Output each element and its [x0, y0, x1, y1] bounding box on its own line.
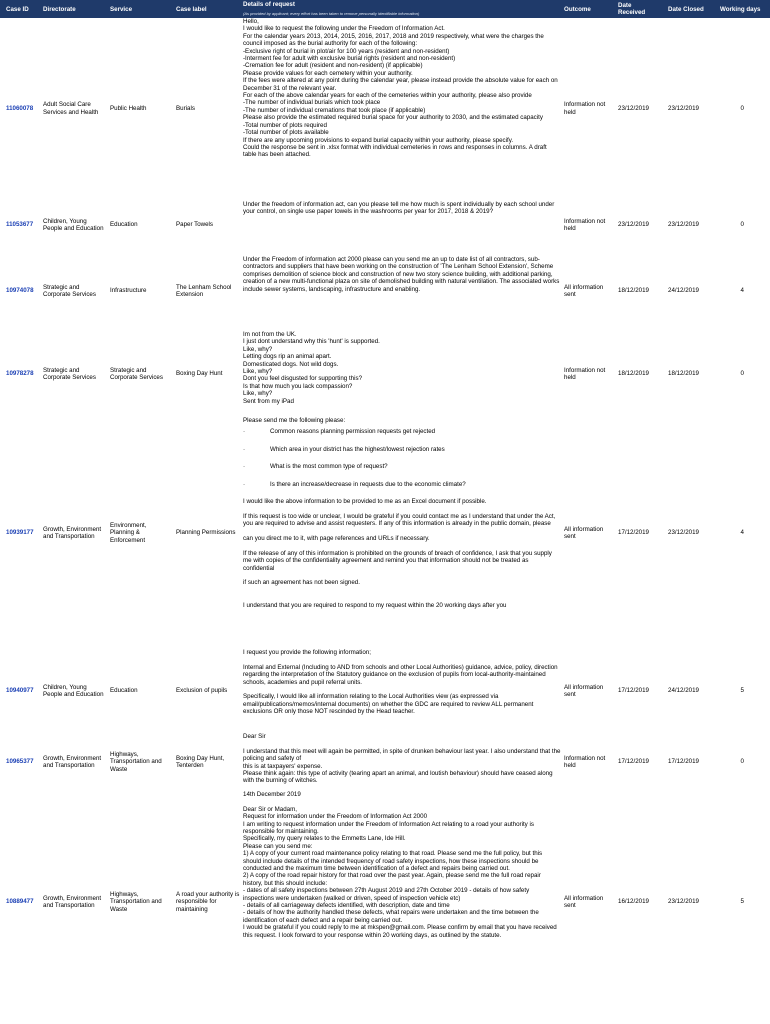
detail-line: Letting dogs rip an animal apart. — [243, 353, 332, 361]
request-details — [243, 256, 561, 331]
case-label: Boxing Day Hunt — [176, 370, 223, 378]
header-date-received: Date Received — [618, 2, 646, 16]
detail-line: I am writing to request information under the Freedom of Information Act relating to a road your authority is responsible for maintaining. — [243, 820, 534, 836]
detail-line: I just dont understand why this 'hunt' is supported. — [243, 338, 380, 346]
detail-line: If there are any upcoming provisions to expand burial capacity within your authority, please specify. — [243, 136, 514, 144]
detail-line: Im not from the UK. — [243, 331, 297, 338]
case-id[interactable]: 10965377 — [6, 758, 34, 766]
date-received: 16/12/2019 — [618, 898, 649, 906]
case-label: Boxing Day Hunt, Tenterden — [176, 754, 225, 769]
detail-line: Internal and External (Including to AND from schools and other Local Authorities) guidance, advice, policy, direction regarding the interpretation of the Statutory guidance on the exclusion of pupils from local-authority-maintained schools, academies and pupil referral units. — [243, 663, 558, 686]
detail-line: Like, why? — [243, 345, 273, 353]
detail-line: Hello, — [243, 18, 259, 25]
directorate: Strategic and Corporate Services — [43, 366, 96, 381]
request-details — [243, 733, 561, 791]
table-row — [0, 331, 770, 417]
date-closed: 24/12/2019 — [668, 287, 699, 295]
date-closed: 23/12/2019 — [668, 898, 699, 906]
detail-line: -The number of individual burials which took place — [243, 99, 381, 107]
date-received: 17/12/2019 — [618, 687, 649, 695]
detail-line: 2) A copy of the road repair history for that road over the past year. Again, please send me the full road repair history, but this should include: — [243, 872, 541, 887]
request-details — [243, 331, 561, 417]
case-label: Planning Permissions — [176, 529, 236, 537]
detail-line: 14th December 2019 — [243, 791, 301, 798]
bullet-text: Which area in your district has the highest/lowest rejection rates — [270, 445, 445, 453]
detail-line: Specifically, my query relates to the Emmetts Lane, Ide Hill. — [243, 835, 406, 843]
case-id[interactable]: 11060078 — [6, 104, 34, 112]
bullet-item — [243, 446, 561, 453]
date-closed: 18/12/2019 — [668, 370, 699, 378]
detail-line: if such an agreement has not been signed. — [243, 579, 360, 587]
outcome: Information not held — [564, 101, 606, 116]
detail-line: Specifically, I would like all information relating to the Local Authorities view (as expressed via email/publications/memos/internal documents) on whether the GDC are required to review ALL permanent exclusions OR only those NOT rescinded by the Head teacher. — [243, 693, 534, 716]
case-label: Paper Towels — [176, 221, 214, 229]
detail-line: Dear Sir — [243, 733, 266, 740]
case-label: A road your authority is responsible for maintaining — [176, 890, 240, 913]
detail-line: Could the response be sent in .xlsx format with individual cemeteries in rows and responses in columns. A draft table has been attached. — [243, 143, 547, 159]
service: Education — [110, 687, 138, 695]
date-closed: 23/12/2019 — [668, 104, 699, 112]
working-days: 0 — [740, 758, 744, 766]
bullet-text: Is there an increase/decrease in requests due to the economic climate? — [270, 480, 466, 488]
service: Environment, Planning & Enforcement — [110, 521, 147, 544]
bullet-mark: · — [243, 480, 246, 488]
working-days: 4 — [740, 287, 744, 295]
detail-line: -Cremation fee for adult (resident and non-resident) (if applicable) — [243, 62, 423, 70]
working-days: 0 — [740, 221, 744, 229]
working-days: 5 — [740, 898, 744, 906]
request-details — [243, 649, 561, 733]
case-id[interactable]: 10940977 — [6, 687, 34, 695]
bullet-item — [243, 428, 561, 435]
detail-line: Like, why? — [243, 390, 273, 398]
detail-line: - dates of all safety inspections between 27th August 2019 and 27th October 2019 - details of how safety inspections were undertaken (walked or driven, speed of inspection vehicle etc) — [243, 887, 530, 902]
table-row — [0, 417, 770, 649]
header-outcome: Outcome — [564, 5, 591, 13]
working-days: 5 — [740, 687, 744, 695]
case-label: Exclusion of pupils — [176, 687, 228, 695]
detail-line: -Total number of plots available — [243, 129, 329, 137]
date-received: 23/12/2019 — [618, 104, 649, 112]
detail-line: Request for information under the Freedom of Information Act 2000 — [243, 813, 428, 821]
date-received: 17/12/2019 — [618, 758, 649, 766]
detail-line: I understand that this meet will again be permitted, in spite of drunken behaviour last year. I also understand that the policing and safety of — [243, 747, 561, 763]
table-row — [0, 18, 770, 199]
bullet-mark: · — [243, 428, 246, 436]
case-label: The Lenham School Extension — [176, 283, 232, 298]
detail-line: I would like to request the following under the Freedom of Information Act. — [243, 25, 445, 33]
detail-line: I request you provide the following information; — [243, 649, 371, 656]
header-date-closed: Date Closed — [668, 5, 704, 13]
header-directorate: Directorate — [43, 5, 76, 13]
outcome: All information sent — [564, 525, 604, 540]
detail-line: Domesticated dogs. Not wild dogs. — [243, 360, 339, 368]
detail-line: -Interment fee for adult with exclusive burial rights (resident and non-resident) — [243, 55, 456, 63]
header-case-label: Case label — [176, 5, 207, 13]
date-received: 23/12/2019 — [618, 221, 649, 229]
outcome: All information sent — [564, 683, 604, 698]
request-details — [243, 417, 561, 649]
table-row — [0, 649, 770, 733]
working-days: 0 — [740, 370, 744, 378]
request-details — [243, 18, 561, 199]
detail-line: Under the Freedom of information act 2000 please can you send me an up to date list of all contractors, sub-contractors and suppliers that have been working on the construction of 'The Lenham School Extension', Scheme comprises demolition of science block and construction of new two story science building, with additional parking, creation of a new multi-functional plaza on site of demolished building with natural ventilation. The associated works include sewer systems, landscaping, infrastructure and enabling. — [243, 256, 560, 293]
header-details: Details of request — [243, 0, 295, 8]
case-id[interactable]: 10974078 — [6, 287, 34, 295]
detail-line: Dont you feel disgusted for supporting this? — [243, 375, 363, 383]
detail-intro: Please send me the following please: — [243, 417, 346, 424]
detail-line: I would like the above information to be provided to me as an Excel document if possible. — [243, 498, 487, 506]
detail-line: 1) A copy of your current road maintenance policy relating to that road. Please send me the full policy, but this should include details of the intended frequency of road safety inspections, how these inspections should be conducted and the maximum time between identification of a defect and repairs being carried out. — [243, 850, 543, 873]
directorate: Growth, Environment and Transportation — [43, 894, 102, 909]
header-case-id: Case ID — [6, 5, 29, 13]
directorate: Growth, Environment and Transportation — [43, 525, 102, 540]
detail-line: If the release of any of this information is prohibited on the grounds of breach of confidence, I ask that you supply me with copies of the confidentiality agreement and remind you that information should not be treated as confidential — [243, 549, 552, 572]
detail-line: Please also provide the estimated required burial space for your authority to 2030, and the estimated capacity — [243, 114, 543, 122]
date-closed: 17/12/2019 — [668, 758, 699, 766]
directorate: Adult Social Care Services and Health — [43, 101, 99, 116]
bullet-mark: · — [243, 445, 246, 453]
table-row — [0, 791, 770, 1013]
outcome: Information not held — [564, 754, 606, 769]
detail-line: - details of all carriageway defects identified, with description, date and time — [243, 902, 450, 910]
case-id[interactable]: 11053677 — [6, 221, 34, 229]
bullet-text: What is the most common type of request? — [270, 463, 388, 471]
outcome: Information not held — [564, 366, 606, 381]
request-details — [243, 791, 561, 1013]
date-closed: 23/12/2019 — [668, 221, 699, 229]
service: Strategic and Corporate Services — [110, 366, 163, 381]
detail-line: I understand that you are required to respond to my request within the 20 working days after you — [243, 601, 507, 609]
detail-line: For each of the above calendar years for each of the cemeteries within your authority, please also provide — [243, 92, 532, 100]
table-row — [0, 199, 770, 251]
outcome: Information not held — [564, 217, 606, 232]
outcome: All information sent — [564, 894, 604, 909]
detail-line: -Exclusive right of burial in plot/air for 100 years (resident and non-resident) — [243, 47, 450, 55]
directorate: Children, Young People and Education — [43, 217, 104, 232]
bullet-text: Common reasons planning permission requests get rejected — [270, 428, 436, 436]
bullet-mark: · — [243, 463, 246, 471]
detail-line: -Total number of plots required — [243, 121, 327, 129]
bullet-item — [243, 463, 561, 470]
outcome: All information sent — [564, 283, 604, 298]
date-received: 18/12/2019 — [618, 370, 649, 378]
service: Education — [110, 221, 138, 229]
service: Highways, Transportation and Waste — [110, 750, 162, 773]
directorate: Growth, Environment and Transportation — [43, 754, 102, 769]
detail-line: If this request is too wide or unclear, I would be grateful if you could contact me as I understand that under the Act, you are required to advise and assist requesters. If any of this information is already in the public domain, please — [243, 512, 556, 528]
detail-line: this is at taxpayers' expense. — [243, 762, 323, 770]
detail-line: For the calendar years 2013, 2014, 2015, 2016, 2017, 2018 and 2019 respectively, what were the charges the council imposed as the burial authority for each of the following: — [243, 32, 544, 48]
header-details-note: (As provided by applicant; every effort has been taken to remove personally identifiable information) — [243, 11, 420, 16]
case-id[interactable]: 10889477 — [6, 898, 34, 906]
working-days: 0 — [740, 104, 744, 112]
detail-line: Sent from my iPad — [243, 397, 294, 405]
date-closed: 24/12/2019 — [668, 687, 699, 695]
case-label: Burials — [176, 104, 195, 112]
detail-line: Please provide values for each cemetery within your authority. — [243, 69, 413, 77]
table-header — [0, 0, 770, 18]
request-details — [243, 201, 561, 251]
detail-line: Dear Sir or Madam, — [243, 805, 297, 813]
table-row — [0, 733, 770, 791]
table-row — [0, 251, 770, 331]
detail-line: If the fees were altered at any point during the calendar year, please instead provide the absolute value for each on December 31 of the relevant year. — [243, 77, 558, 92]
case-id[interactable]: 10939177 — [6, 529, 34, 537]
detail-line: Is that how much you lack compassion? — [243, 382, 353, 390]
detail-line: Under the freedom of information act, can you please tell me how much is spent individually by each school under your control, on single use paper towels in the washrooms per year for 2017, 2018 & 2019? — [243, 201, 555, 216]
date-received: 18/12/2019 — [618, 287, 649, 295]
service: Infrastructure — [110, 287, 147, 295]
directorate: Strategic and Corporate Services — [43, 283, 96, 298]
service: Public Health — [110, 104, 147, 112]
bullet-item — [243, 481, 561, 488]
detail-line: Please think again: this type of activity (tearing apart an animal, and loutish behaviour) should have ceased along with the burning of witches. — [243, 770, 553, 785]
detail-line: -The number of individual cremations that took place (if applicable) — [243, 106, 426, 114]
detail-line: I would be grateful if you could reply to me at mkspen@gmail.com. Please confirm by email that you have received this request. I look forward to your response within 20 working days, as outlined by the statute. — [243, 924, 557, 939]
detail-line: can you direct me to it, with page references and URLs if necessary. — [243, 535, 430, 543]
working-days: 4 — [740, 529, 744, 537]
date-closed: 23/12/2019 — [668, 529, 699, 537]
case-id[interactable]: 10978278 — [6, 370, 34, 378]
detail-line: Like, why? — [243, 368, 273, 376]
detail-line: - details of how the authority handled these defects, what repairs were undertaken and the time between the identification of each defect and a repair being carried out. — [243, 909, 539, 924]
header-service: Service — [110, 5, 133, 13]
service: Highways, Transportation and Waste — [110, 890, 162, 913]
date-received: 17/12/2019 — [618, 529, 649, 537]
detail-line: Please can you send me: — [243, 842, 313, 850]
directorate: Children, Young People and Education — [43, 683, 104, 698]
header-working-days: Working days — [720, 5, 761, 13]
